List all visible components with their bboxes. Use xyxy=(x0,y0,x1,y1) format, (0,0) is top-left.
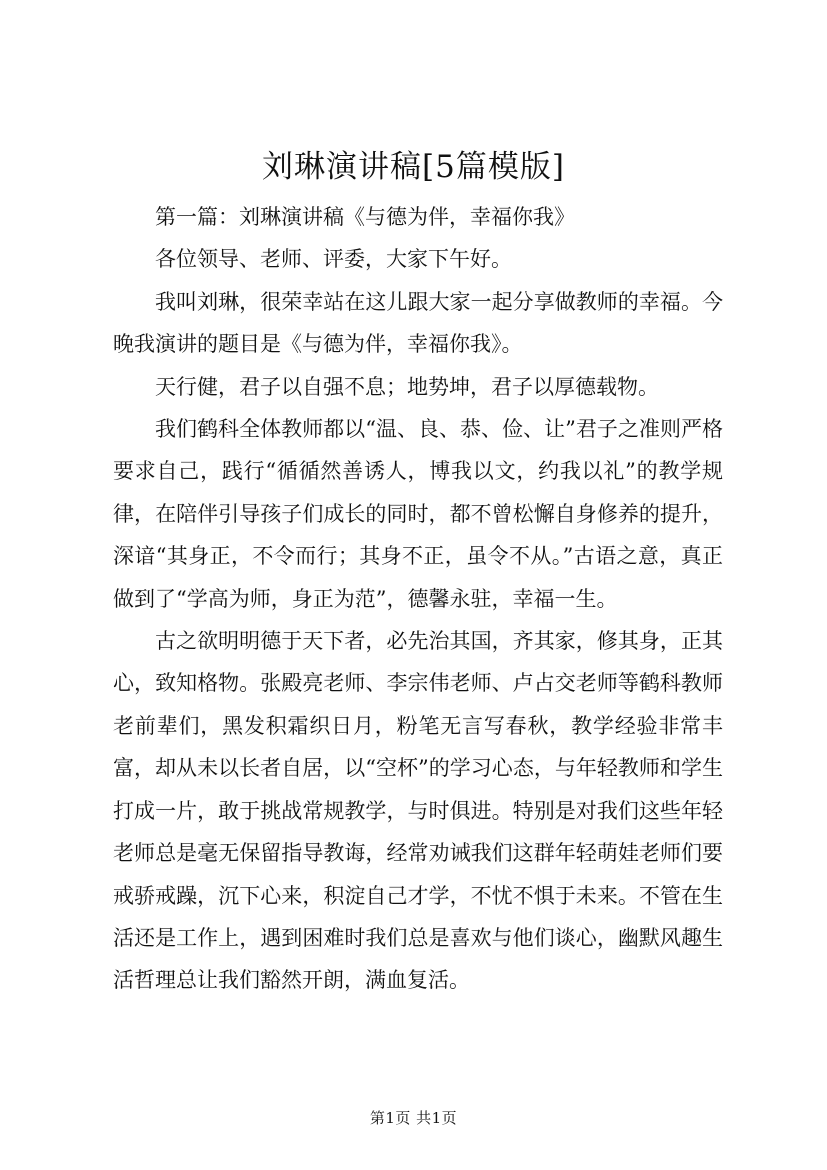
quote-paragraph: 天行健，君子以自强不息；地势坤，君子以厚德载物。 xyxy=(155,374,659,399)
greeting-paragraph: 各位领导、老师、评委，大家下午好。 xyxy=(155,247,512,272)
body-paragraph: 我们鹤科全体教师都以“温、良、恭、俭、让”君子之准则严格要求自己，践行“循循然善诱人，博我以文，约我以礼”的教学规律，在陪伴引导孩子们成长的同时，都不曾松懈自身修养的提升，深谙“其身正，不令而行；其身不正，虽令不从。”古语之意，真正做到了“学高为师，身正为范”，德馨永驻，幸福一生。 xyxy=(113,417,723,611)
body-paragraph: 古之欲明明德于天下者，必先治其国，齐其家，修其身，正其心，致知格物。张殿亮老师、李宗伟老师、卢占交老师等鹤科教师老前辈们，黑发积霜织日月，粉笔无言写春秋，教学经验非常丰富，却从未以长者自居，以“空杯”的学习心态，与年轻教师和学生打成一片，敢于挑战常规教学，与时俱进。特别是对我们这些年轻老师总是毫无保留指导教诲，经常劝诫我们这群年轻萌娃老师们要戒骄戒躁，沉下心来，积淀自己才学，不忧不惧于未来。不管在生活还是工作上，遇到困难时我们总是喜欢与他们谈心，幽默风趣生活哲理总让我们豁然开朗，满血复活。 xyxy=(113,629,723,993)
page-footer: 第1页 共1页 xyxy=(369,1109,458,1127)
document-title: 刘琳演讲稿[5篇模版] xyxy=(262,149,565,185)
intro-paragraph: 我叫刘琳，很荣幸站在这儿跟大家一起分享做教师的幸福。今晚我演讲的题目是《与德为伴，幸福你我》。 xyxy=(113,289,723,357)
document-body xyxy=(113,196,723,1002)
section-heading: 第一篇：刘琳演讲稿《与德为伴，幸福你我》 xyxy=(155,205,575,229)
